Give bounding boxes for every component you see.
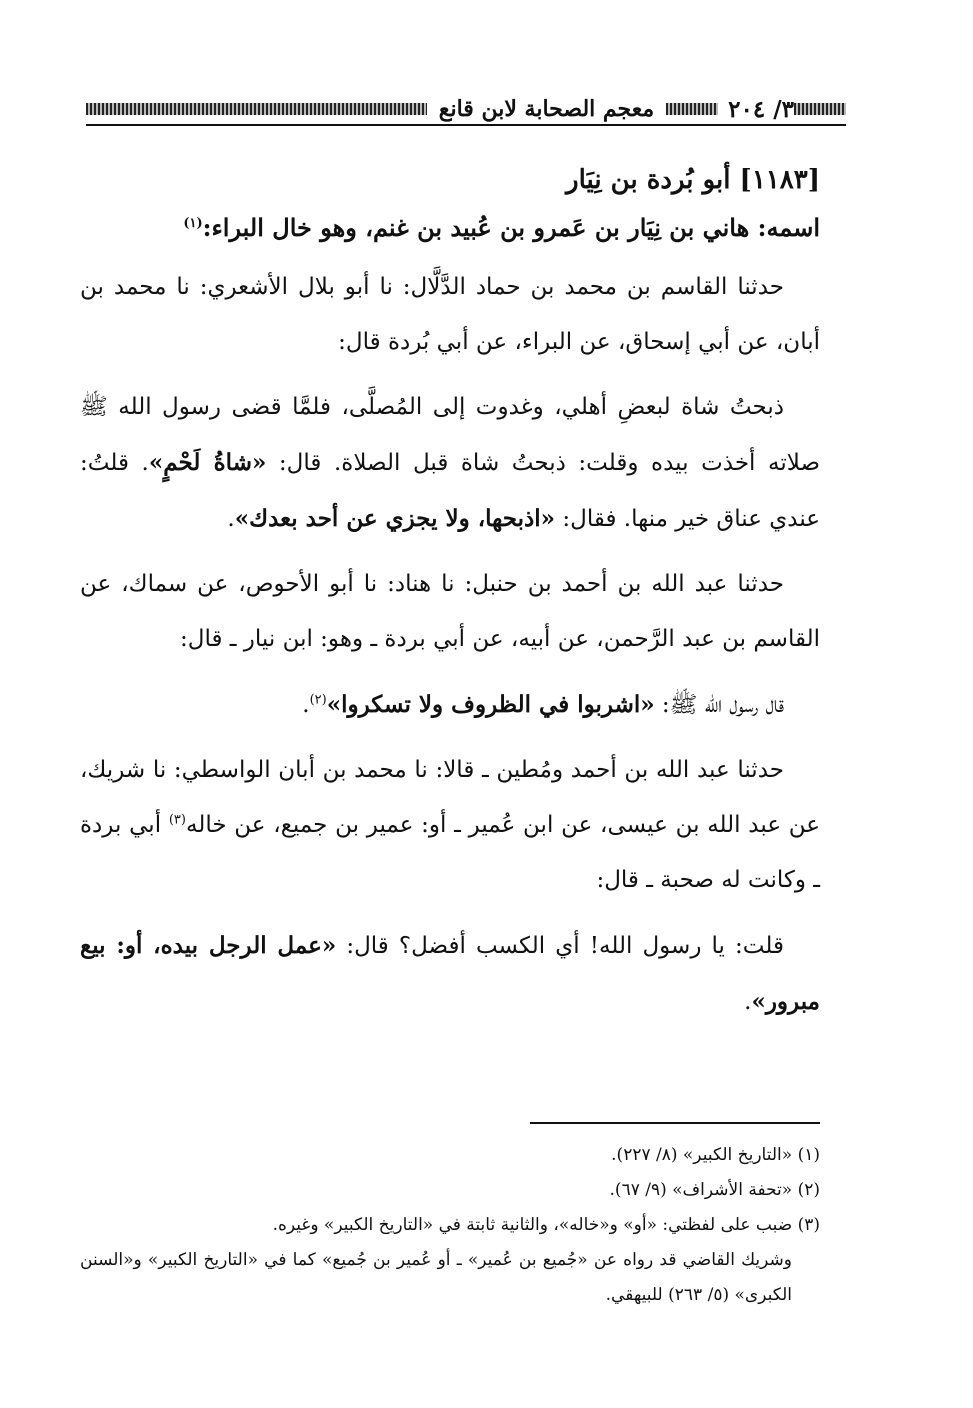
paragraph-isnad-2: حدثنا عبد الله بن أحمد بن حنبل: نا هناد: نا أبو الأحوص، عن سماك، عن القاسم بن عبد الرَّحمن، عن أبيه، عن أبي بردة ـ وهو: ابن نيار ـ قال: bbox=[80, 571, 820, 652]
footnote-3: (٣) ضبب على لفظتي: «أو» و«خاله»، والثانية ثابتة في «التاريخ الكبير» وغيره. bbox=[272, 1215, 820, 1235]
header-ornament-middle bbox=[666, 103, 718, 115]
header-ornament-left bbox=[86, 103, 427, 115]
footnote-3-continuation: وشريك القاضي قد رواه عن «جُميع بن عُمير» ـ أو عُمير بن جُميع» كما في «التاريخ الكبير» و«السنن الكبرى» (٥/ ٢٦٣) للبيهقي. bbox=[80, 1250, 792, 1305]
hadith-1-text-b: . قلتُ: عندي عناق خير منها. فقال: bbox=[80, 450, 820, 532]
hadith-3-quote: «عمل الرجل بيده، أو: بيع مبرور» bbox=[80, 932, 820, 1015]
running-header bbox=[86, 94, 846, 126]
entry-name-line bbox=[80, 204, 820, 252]
hadith-1-quote-a: «شاةُ لَحْمٍ» bbox=[148, 449, 267, 476]
footnote-1: (١) «التاريخ الكبير» (٨/ ٢٢٧). bbox=[611, 1145, 820, 1165]
header-ornament-right bbox=[794, 103, 846, 115]
footnote-ref-1: (١) bbox=[183, 216, 203, 231]
header-page-reference: ٣/ ٢٠٤ bbox=[728, 95, 794, 123]
paragraph-isnad-3 bbox=[80, 743, 820, 908]
paragraph-isnad-1: حدثنا القاسم بن محمد بن حماد الدَّلَّال: نا أبو بلال الأشعري: نا محمد بن أبان، عن أبي إسحاق، عن البراء، عن أبي بُردة قال: bbox=[80, 274, 820, 355]
name-line-text: اسمه: هاني بن نِيَار بن عَمرو بن عُبيد بن غنم، وهو خال البراء: bbox=[202, 213, 820, 242]
hadith-1-end: . bbox=[227, 506, 235, 532]
hadith-2-text: قال رسول الله ﷺ: bbox=[654, 692, 784, 718]
main-text bbox=[80, 150, 820, 1040]
isnad-3-text-a: حدثنا عبد الله بن أحمد ومُطين ـ قالا: نا محمد بن أبان الواسطي: نا شريك، عن عبد الله بن عيسى، عن ابن عُمير ـ أو: عمير بن جميع، عن خاله bbox=[80, 757, 821, 838]
footnote-divider bbox=[530, 1122, 820, 1124]
paragraph-hadith-3 bbox=[80, 918, 820, 1030]
paragraph-hadith-2 bbox=[80, 677, 820, 733]
hadith-2-end: . bbox=[302, 692, 310, 718]
footnote-ref-3: (٣) bbox=[168, 812, 186, 828]
header-book-title: معجم الصحابة لابن قانع bbox=[438, 96, 655, 122]
footnote-ref-2: (٢) bbox=[309, 692, 327, 708]
hadith-1-quote-b: «اذبحها، ولا يجزي عن أحد بعدك» bbox=[234, 505, 556, 532]
paragraph-hadith-1 bbox=[80, 380, 820, 547]
hadith-3-text: قلت: يا رسول الله! أي الكسب أفضل؟ قال: bbox=[336, 933, 784, 959]
hadith-2-quote: «اشربوا في الظروف ولا تسكروا» bbox=[326, 691, 655, 718]
footnotes bbox=[80, 1138, 820, 1313]
hadith-3-end: . bbox=[744, 989, 752, 1015]
footnote-2: (٢) «تحفة الأشراف» (٩/ ٦٧). bbox=[609, 1180, 820, 1200]
isnad-3-text-b: أبي بردة ـ وكانت له صحبة ـ قال: bbox=[80, 812, 820, 893]
entry-title: [١١٨٣] أبو بُردة بن نِيَار bbox=[566, 165, 820, 195]
hadith-1-text-a: ذبحتُ شاة لبعضِ أهلي، وغدوت إلى المُصلَّى، فلمَّا قضى رسول الله ﷺ صلاته أخذت بيده وقلت: ذبحتُ شاة قبل الصلاة. قال: bbox=[80, 394, 820, 476]
